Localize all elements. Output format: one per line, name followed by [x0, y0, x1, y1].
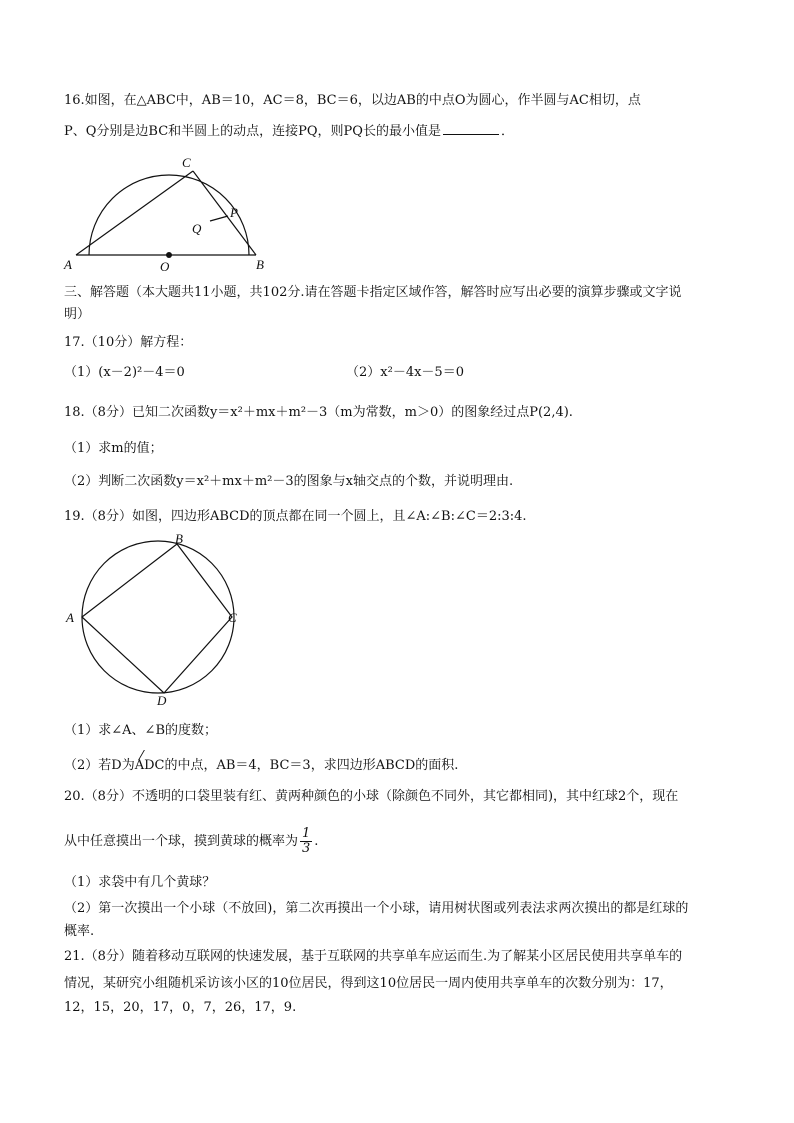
q18-part1: （1）求m的值；	[64, 441, 163, 456]
q16-line1: 16.如图，在△ABC中，AB＝10，AC＝8，BC＝6，以边AB的中点O为圆心，作半圆与AC相切，点	[64, 93, 641, 108]
q17-part1: （1）(x－2)²－4＝0	[64, 365, 185, 380]
q21-line2: 情况，某研究小组随机采访该小区的10位居民，得到这10位居民一周内使用共享单车的次数分别为：17，	[64, 976, 673, 991]
q20-part2-cont: 概率.	[64, 924, 95, 939]
q16-line2-end: ．	[500, 124, 514, 139]
q16-figure	[60, 155, 280, 275]
q19-part2	[64, 757, 458, 775]
label-d: D	[157, 693, 167, 708]
q16-line2-text: P、Q分别是边BC和半圆上的动点，连接PQ，则PQ长的最小值是	[64, 124, 441, 139]
label-b: B	[175, 533, 183, 546]
label-c: C	[182, 155, 191, 170]
q17-part2: （2）x²－4x－5＝0	[346, 365, 464, 380]
label-a: A	[64, 257, 72, 272]
center-o	[166, 252, 172, 258]
section3-line2: 明）	[64, 307, 91, 322]
q20-line2	[64, 826, 318, 858]
label-a: A	[66, 610, 74, 625]
q16-line2	[64, 122, 514, 141]
q20-part1: （1）求袋中有几个黄球？	[64, 875, 216, 890]
label-o: O	[160, 259, 170, 274]
q21-line1: 21.（8分）随着移动互联网的快速发展，基于互联网的共享单车应运而生.为了解某小区居民使用共享单车的	[64, 949, 683, 964]
q20-part2: （2）第一次摸出一个小球（不放回)，第二次再摸出一个小球，请用树状图或列表法求两次摸出的都是红球的	[64, 901, 689, 916]
side-ac	[76, 171, 193, 255]
q21-line3: 12，15，20，17，0，7，26，17，9.	[64, 1000, 297, 1015]
label-p: P	[230, 205, 238, 220]
q19-part2-end: 的中点，AB＝4，BC＝3，求四边形ABCD的面积.	[164, 758, 459, 773]
fraction-denominator: 3	[302, 841, 311, 856]
segment-pq	[210, 216, 228, 221]
label-c: C	[228, 610, 237, 625]
q19-title: 19.（8分）如图，四边形ABCD的顶点都在同一个圆上，且∠A:∠B:∠C＝2:3:4.	[64, 509, 527, 524]
fraction-numerator: 1	[302, 826, 311, 841]
q19-part1: （1）求∠A、∠B的度数；	[64, 723, 217, 738]
q18-part2: （2）判断二次函数y＝x²＋mx＋m²－3的图象与x轴交点的个数，并说明理由.	[64, 474, 514, 489]
q18-title: 18.（8分）已知二次函数y＝x²＋mx＋m²－3（m为常数，m＞0）的图象经过点P(2,4).	[64, 405, 573, 420]
q20-line2-end: .	[314, 834, 319, 849]
q19-part2-start: （2）若D为	[64, 758, 135, 773]
label-q: Q	[192, 221, 202, 236]
section3-line1: 三、解答题（本大题共11小题，共102分.请在答题卡指定区域作答，解答时应写出必要的演算步骤或文字说	[64, 285, 682, 300]
q20-line1: 20.（8分）不透明的口袋里装有红、黄两种颜色的小球（除颜色不同外，其它都相同)，其中红球2个，现在	[64, 789, 679, 804]
semicircle	[89, 175, 249, 255]
answer-blank[interactable]	[443, 122, 499, 135]
q19-figure	[60, 533, 250, 708]
arc-adc: ADC	[134, 758, 165, 773]
label-b: B	[256, 257, 264, 272]
fraction-one-third	[300, 827, 312, 856]
q17-title: 17.（10分）解方程：	[64, 335, 193, 350]
side-bc	[193, 171, 256, 255]
circumcircle	[82, 541, 234, 693]
q20-line2-text: 从中任意摸出一个球，摸到黄球的概率为	[64, 834, 299, 849]
